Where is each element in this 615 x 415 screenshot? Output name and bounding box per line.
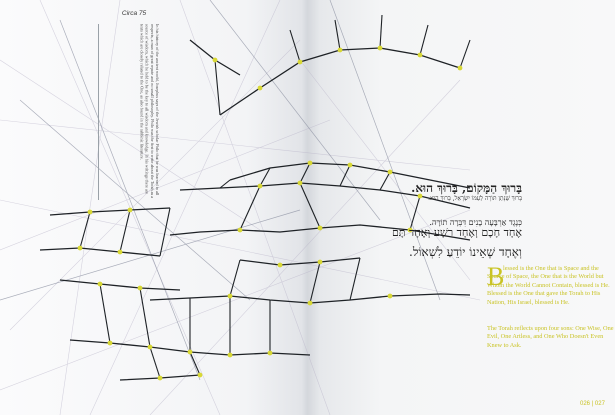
- hebrew-line-5: וְאֶחָד שֶׁאֵינוֹ יוֹדֵעַ לִשְׁאוֹל.: [409, 245, 522, 259]
- hebrew-line-4: אֶחָד חָכָם וְאֶחָד רָשָׁע וְאֶחָד תָּם: [391, 226, 522, 239]
- page-number: 026 | 027: [580, 401, 605, 407]
- hebrew-line-2: בָּרוּךְ שֶׁנָּתַן תּוֹרָה לְעַמּוֹ יִשְׂרָאֵל, בָּרוּךְ הוּא.: [428, 195, 522, 202]
- english-paragraph-1: [487, 262, 615, 307]
- sidebar-title: Circa 75: [121, 10, 147, 17]
- sidebar-text: In his history of the ancient world, Josephus says of the Jewish scholar Philo that he was learned in all respects, a man of great repute and no small philosophy. Philo was the first to write about the Torah as a source of wisdom, which he held to be the key to all wisdom and knowledge. In his writings there are texts which are closely related to the One, as also found in the rabbinic literature.: [139, 24, 160, 199]
- english-para1-text: lessed is the One that is Space and the Source of Space, the One that is the World but Whom the World Cannot Contain, blessed is He. Blessed is the One that gave the Torah to His Nation, His Israel, blessed is He.: [487, 265, 610, 306]
- hebrew-line-3: כְּנֶגֶד אַרְבָּעָה בָנִים דִּבְּרָה תוֹרָה.: [429, 218, 522, 227]
- hebrew-line-1: בָּרוּךְ הַמָּקוֹם, בָּרוּךְ הוּא.: [411, 181, 522, 195]
- english-paragraph-2: The Torah reflects upon four sons: One Wise, One Evil, One Artless, and One Who Doesn't Even Knew to Ask.: [487, 325, 614, 349]
- sidebar-rule: [98, 24, 99, 200]
- sidebar-note: [92, 10, 160, 200]
- drop-cap: B: [487, 262, 505, 291]
